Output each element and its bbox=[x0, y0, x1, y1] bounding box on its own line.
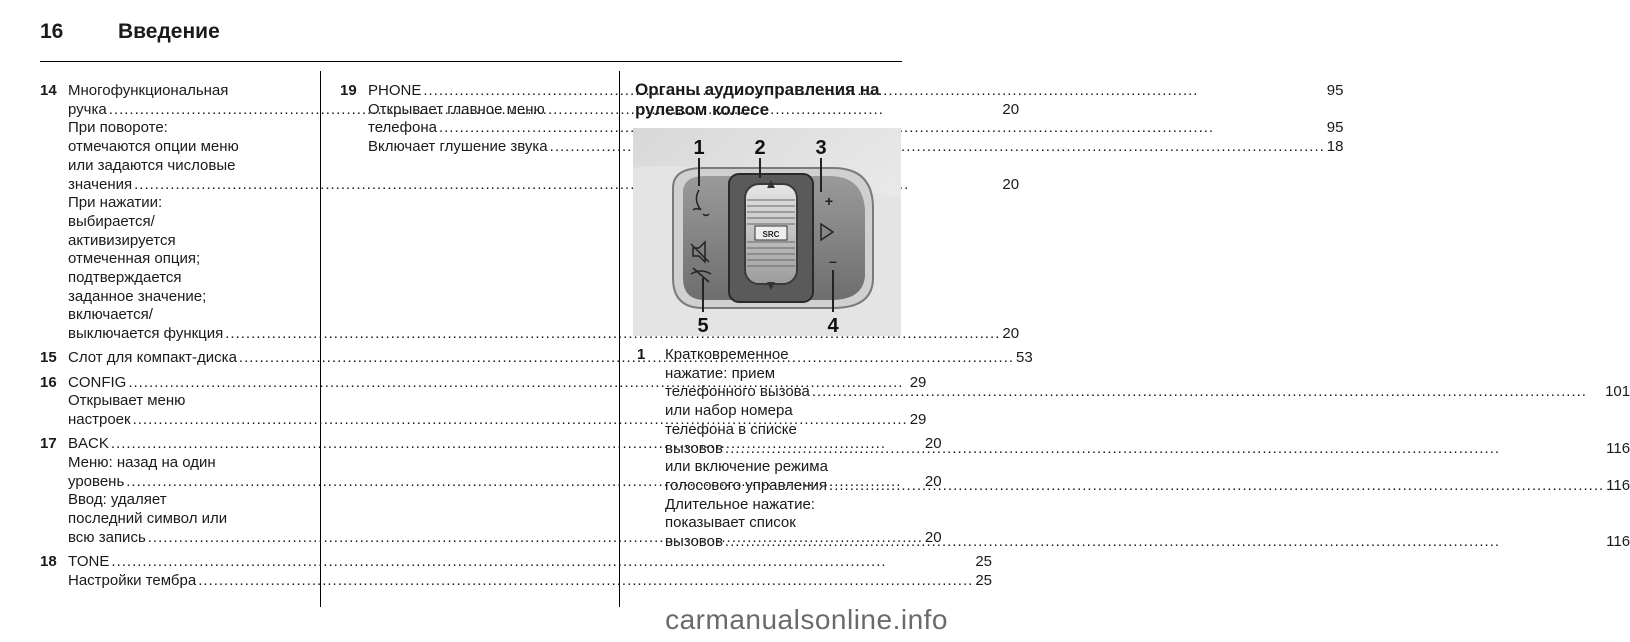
page-header-title: Введение bbox=[118, 20, 220, 43]
dot-leader bbox=[725, 533, 1604, 552]
entry-line bbox=[665, 533, 1630, 552]
entry-text: подтверждается bbox=[68, 269, 182, 287]
page-reference: 20 bbox=[1002, 100, 1020, 118]
entry-line bbox=[665, 402, 1630, 421]
dot-leader bbox=[725, 440, 1604, 459]
section-heading: Органы аудиоуправления на рулевом колесе bbox=[635, 80, 880, 119]
entry-line bbox=[665, 346, 1630, 365]
page-reference: 29 bbox=[909, 373, 927, 391]
entry-text: Кратковременное bbox=[665, 346, 789, 363]
volume-plus-label: + bbox=[824, 193, 834, 209]
page-reference: 101 bbox=[1605, 383, 1630, 401]
page-reference: 20 bbox=[924, 528, 942, 546]
entry-text: заданное значение; bbox=[68, 287, 207, 305]
entry-number: 18 bbox=[40, 552, 57, 570]
page-reference: 20 bbox=[1002, 175, 1020, 193]
entry-text: значения bbox=[68, 175, 133, 193]
page-reference: 25 bbox=[975, 571, 992, 589]
entry-text: телефонного вызова bbox=[665, 383, 810, 401]
entry-number: 16 bbox=[40, 373, 57, 391]
entry-line bbox=[665, 383, 1630, 402]
entry-text: настроек bbox=[68, 410, 131, 428]
entry-text: CONFIG bbox=[68, 373, 127, 391]
entry-line bbox=[665, 440, 1630, 459]
dot-leader bbox=[829, 477, 1604, 496]
page-reference: 95 bbox=[1326, 119, 1344, 137]
entry-text: Настройки тембра bbox=[68, 571, 197, 589]
page-reference: 53 bbox=[1016, 349, 1033, 367]
entry-number: 17 bbox=[40, 435, 57, 453]
page-reference: 20 bbox=[924, 435, 942, 453]
dot-leader bbox=[198, 572, 973, 591]
footer-watermark: carmanualsonline.info bbox=[665, 604, 948, 635]
entry-text: BACK bbox=[68, 435, 109, 453]
callout-4: 4 bbox=[827, 315, 839, 337]
entry-text: включается/ bbox=[68, 306, 153, 324]
callout-1: 1 bbox=[693, 137, 705, 159]
entry-line bbox=[665, 514, 1630, 533]
entry-text: выбирается/ bbox=[68, 212, 155, 230]
entry-text: Длительное нажатие: bbox=[665, 495, 815, 513]
entry-text: активизируется bbox=[68, 231, 176, 249]
entry-text: Меню: назад на один bbox=[68, 453, 216, 471]
page-reference: 116 bbox=[1606, 533, 1630, 551]
dot-leader bbox=[812, 383, 1603, 402]
entry-number: 15 bbox=[40, 349, 57, 367]
entry-number: 19 bbox=[340, 82, 357, 99]
entry-text: выключается функция bbox=[68, 325, 224, 343]
entry-text: отмечаются опции меню bbox=[68, 138, 239, 156]
entry-text: уровень bbox=[68, 472, 125, 490]
entry-text: Открывает главное меню bbox=[368, 100, 545, 118]
entry-line bbox=[665, 421, 1630, 440]
steering-wheel-illustration bbox=[633, 128, 901, 336]
entry-text: Включает глушение звука bbox=[368, 138, 548, 156]
callout-5: 5 bbox=[697, 315, 709, 337]
entry-body bbox=[665, 346, 1630, 552]
entry-text: Ввод: удаляет bbox=[68, 491, 167, 509]
entry-line bbox=[665, 496, 1630, 515]
entry-text: При повороте: bbox=[68, 119, 168, 137]
entry-text: ручка bbox=[68, 100, 107, 118]
entry-text: вызовов bbox=[665, 533, 723, 551]
page-reference: 116 bbox=[1606, 476, 1630, 494]
entry-text: При нажатии: bbox=[68, 194, 163, 212]
src-label: SRC bbox=[762, 230, 780, 239]
steering-wheel-controls-figure bbox=[633, 128, 901, 336]
entry-body bbox=[68, 553, 992, 590]
entry-text: голосового управления bbox=[665, 476, 828, 494]
callout-3: 3 bbox=[815, 137, 827, 159]
entry-text: нажатие: прием bbox=[665, 364, 776, 382]
entry-text: отмеченная опция; bbox=[68, 250, 201, 268]
page-header-number: 16 bbox=[40, 20, 64, 43]
entry-number: 14 bbox=[40, 82, 57, 99]
entry-text: всю запись bbox=[68, 528, 146, 546]
entry-text: или задаются числовые bbox=[68, 156, 236, 174]
entry-text: или набор номера bbox=[665, 402, 793, 420]
entry-text: PHONE bbox=[368, 82, 422, 99]
entry-line bbox=[665, 458, 1630, 477]
entry-text: вызовов bbox=[665, 439, 723, 457]
entry-text: TONE bbox=[68, 552, 110, 570]
entry-line bbox=[665, 477, 1630, 496]
entry-number: 1 bbox=[637, 346, 646, 363]
entry-text: последний символ или bbox=[68, 509, 228, 527]
entry-text: телефона в списке bbox=[665, 420, 797, 438]
entry-text: Многофункциональная bbox=[68, 82, 229, 99]
page-reference: 116 bbox=[1606, 439, 1630, 457]
entry-text: показывает список bbox=[665, 514, 796, 532]
entry-text: телефона bbox=[368, 119, 437, 137]
index-entry bbox=[40, 552, 992, 590]
entry-text: Открывает меню bbox=[68, 392, 186, 410]
header-divider bbox=[40, 61, 902, 62]
volume-minus-label: – bbox=[829, 253, 837, 269]
entry-text: или включение режима bbox=[665, 458, 828, 476]
page-reference: 25 bbox=[975, 552, 992, 570]
page-reference: 18 bbox=[1326, 138, 1344, 156]
page-reference: 29 bbox=[909, 410, 927, 428]
entry-line bbox=[68, 572, 992, 591]
page-reference: 20 bbox=[924, 472, 942, 490]
entry-text: Слот для компакт-диска bbox=[68, 349, 237, 367]
page-reference: 20 bbox=[1002, 325, 1020, 343]
page-reference: 95 bbox=[1326, 82, 1344, 99]
callout-2: 2 bbox=[754, 137, 766, 159]
entry-line bbox=[665, 365, 1630, 384]
